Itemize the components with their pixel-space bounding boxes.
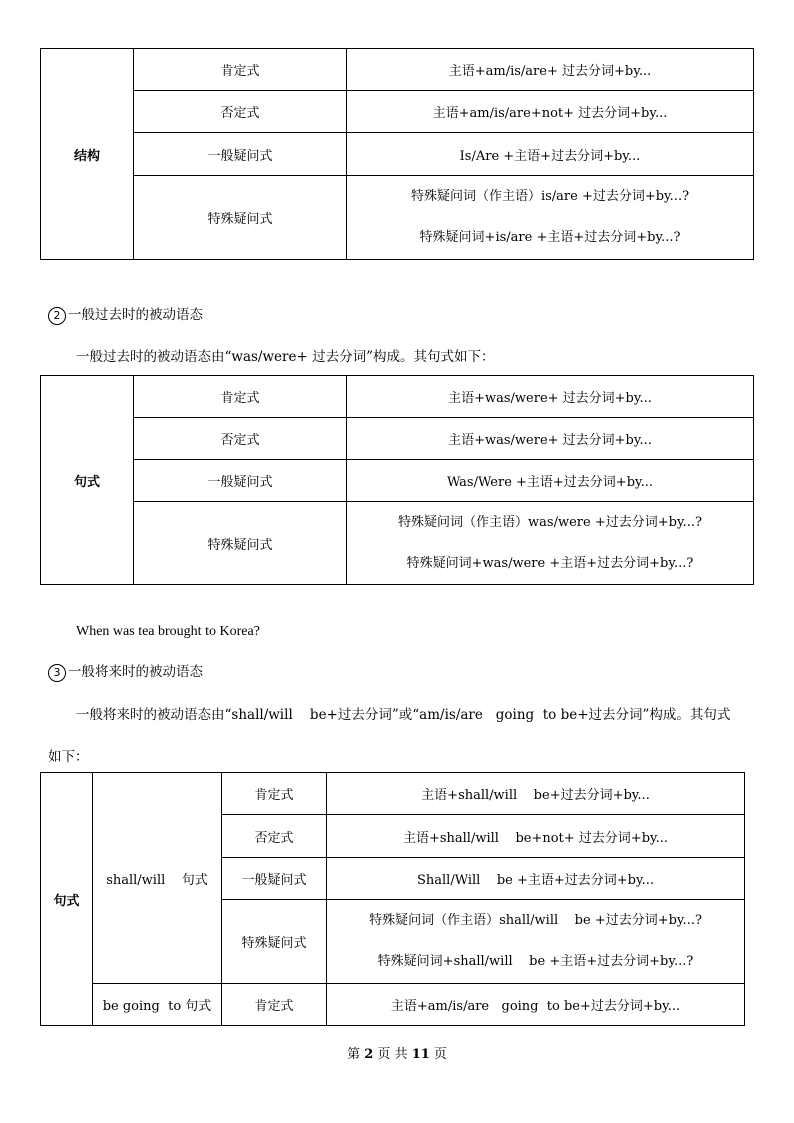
group-cell-shall-will: shall/will 句式 [93,773,222,984]
sentence-type-cell: 否定式 [134,418,347,460]
page-number: 2 [364,1047,374,1062]
formula-cell: Shall/Will be +主语+过去分词+by... [327,858,745,900]
formula-cell: Is/Are +主语+过去分词+by... [347,133,754,176]
formula-line: 特殊疑问词+was/were +主语+过去分词+by...? [406,555,694,571]
sentence-type-cell: 一般疑问式 [134,460,347,502]
sentence-type-cell: 肯定式 [222,984,327,1026]
formula-line: 特殊疑问词+is/are +主语+过去分词+by...? [419,230,681,245]
formula-cell: 主语+am/is/are+not+ 过去分词+by... [347,91,754,133]
sentence-type-cell: 肯定式 [134,376,347,418]
formula-line: 特殊疑问词（作主语）was/were +过去分词+by...? [398,514,702,530]
formula-cell [347,176,754,260]
table-header-cell: 结构 [41,49,134,260]
sentence-type-cell: 特殊疑问式 [134,176,347,260]
table-header-cell: 句式 [41,773,93,1026]
circled-number: 2 [48,307,66,325]
formula-cell: 主语+was/were+ 过去分词+by... [347,376,754,418]
footer-suffix: 页 [433,1047,447,1062]
section-title: 一般过去时的被动语态 [68,307,203,323]
formula-cell: 主语+shall/will be+过去分词+by... [327,773,745,815]
formula-line: 特殊疑问词+shall/will be +主语+过去分词+by...? [377,954,694,969]
section-intro: 一般过去时的被动语态由“was/were+ 过去分词”构成。其句式如下： [76,349,495,365]
section-intro: 一般将来时的被动语态由“shall/will be+过去分词”或“am/is/are going to be+过去分词”构成。其句式 [76,707,731,723]
table-header-cell: 句式 [41,376,134,585]
sentence-type-cell: 一般疑问式 [134,133,347,176]
sentence-type-cell: 特殊疑问式 [222,900,327,984]
formula-cell: 主语+shall/will be+not+ 过去分词+by... [327,815,745,858]
formula-cell: 主语+was/were+ 过去分词+by... [347,418,754,460]
section-heading [48,303,203,325]
sentence-type-cell: 否定式 [134,91,347,133]
footer-prefix: 第 [347,1047,361,1062]
circled-number: 3 [48,664,66,682]
section-title: 一般将来时的被动语态 [68,664,203,680]
example-sentence: When was tea brought to Korea? [76,624,260,639]
sentence-type-cell: 肯定式 [222,773,327,815]
sentence-type-cell: 肯定式 [134,49,347,91]
formula-cell: 主语+am/is/are+ 过去分词+by... [347,49,754,91]
past-passive-table [40,375,754,585]
section-heading [48,660,203,682]
future-passive-table [40,772,745,1026]
formula-cell [347,502,754,585]
formula-cell: 主语+am/is/are going to be+过去分词+by... [327,984,745,1026]
formula-cell [327,900,745,984]
formula-cell: Was/Were +主语+过去分词+by... [347,460,754,502]
sentence-type-cell: 否定式 [222,815,327,858]
footer-middle: 页 共 [377,1047,408,1062]
section-intro-continued: 如下： [48,749,89,765]
sentence-type-cell: 一般疑问式 [222,858,327,900]
page-footer [0,1043,794,1062]
formula-line: 特殊疑问词（作主语）is/are +过去分词+by...? [410,189,690,204]
group-cell-be-going-to: be going to 句式 [93,984,222,1026]
structure-table [40,48,754,260]
formula-line: 特殊疑问词（作主语）shall/will be +过去分词+by...? [369,913,702,928]
sentence-type-cell: 特殊疑问式 [134,502,347,585]
total-pages: 11 [411,1047,430,1062]
